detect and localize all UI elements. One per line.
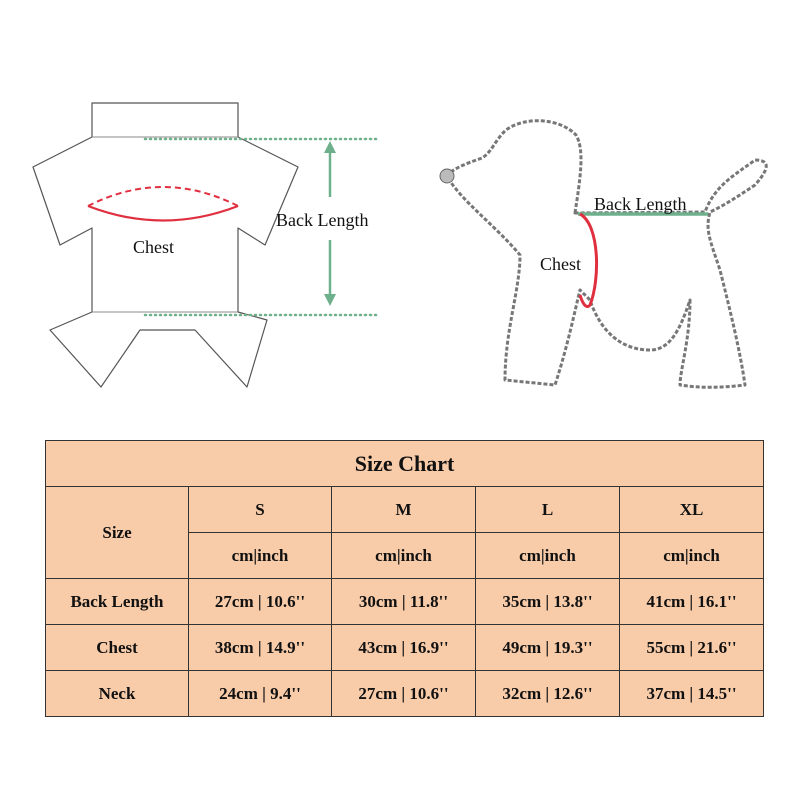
table-cell: 38cm | 14.9'': [189, 625, 332, 671]
table-cell: 35cm | 13.8'': [476, 579, 620, 625]
dog-chest-line: [580, 214, 597, 307]
table-cell: 27cm | 10.6'': [189, 579, 332, 625]
dog-outline: [447, 121, 766, 388]
size-header-row: [46, 487, 764, 533]
unit-cell: cm|inch: [332, 533, 476, 579]
dog-nose-icon: [440, 169, 454, 183]
garment-diagram: [33, 103, 380, 387]
row-label-back-length: Back Length: [46, 579, 189, 625]
size-chart-title: Size Chart: [46, 441, 764, 487]
row-label-neck: Neck: [46, 671, 189, 717]
garment-back-length-label: Back Length: [276, 210, 369, 230]
size-xl-header: XL: [620, 487, 764, 533]
table-cell: 55cm | 21.6'': [620, 625, 764, 671]
garment-chest-label: Chest: [133, 237, 175, 257]
size-s-header: S: [189, 487, 332, 533]
garment-length-arrowhead-top: [324, 141, 336, 153]
size-chart-table: [45, 440, 764, 717]
size-header-cell: Size: [46, 487, 189, 579]
table-cell: 41cm | 16.1'': [620, 579, 764, 625]
row-label-chest: Chest: [46, 625, 189, 671]
table-row: [46, 671, 764, 717]
table-cell: 37cm | 14.5'': [620, 671, 764, 717]
table-cell: 24cm | 9.4'': [189, 671, 332, 717]
garment-length-arrowhead-bottom: [324, 294, 336, 306]
table-row: [46, 625, 764, 671]
size-m-header: M: [332, 487, 476, 533]
table-cell: 43cm | 16.9'': [332, 625, 476, 671]
table-cell: 30cm | 11.8'': [332, 579, 476, 625]
dog-diagram: [440, 121, 766, 388]
table-row: [46, 579, 764, 625]
dog-chest-label: Chest: [540, 254, 582, 274]
dog-back-length-label: Back Length: [594, 194, 687, 214]
size-l-header: L: [476, 487, 620, 533]
unit-cell: cm|inch: [620, 533, 764, 579]
size-chart-title-row: [46, 441, 764, 487]
table-cell: 49cm | 19.3'': [476, 625, 620, 671]
table-cell: 32cm | 12.6'': [476, 671, 620, 717]
unit-cell: cm|inch: [476, 533, 620, 579]
table-cell: 27cm | 10.6'': [332, 671, 476, 717]
unit-cell: cm|inch: [189, 533, 332, 579]
